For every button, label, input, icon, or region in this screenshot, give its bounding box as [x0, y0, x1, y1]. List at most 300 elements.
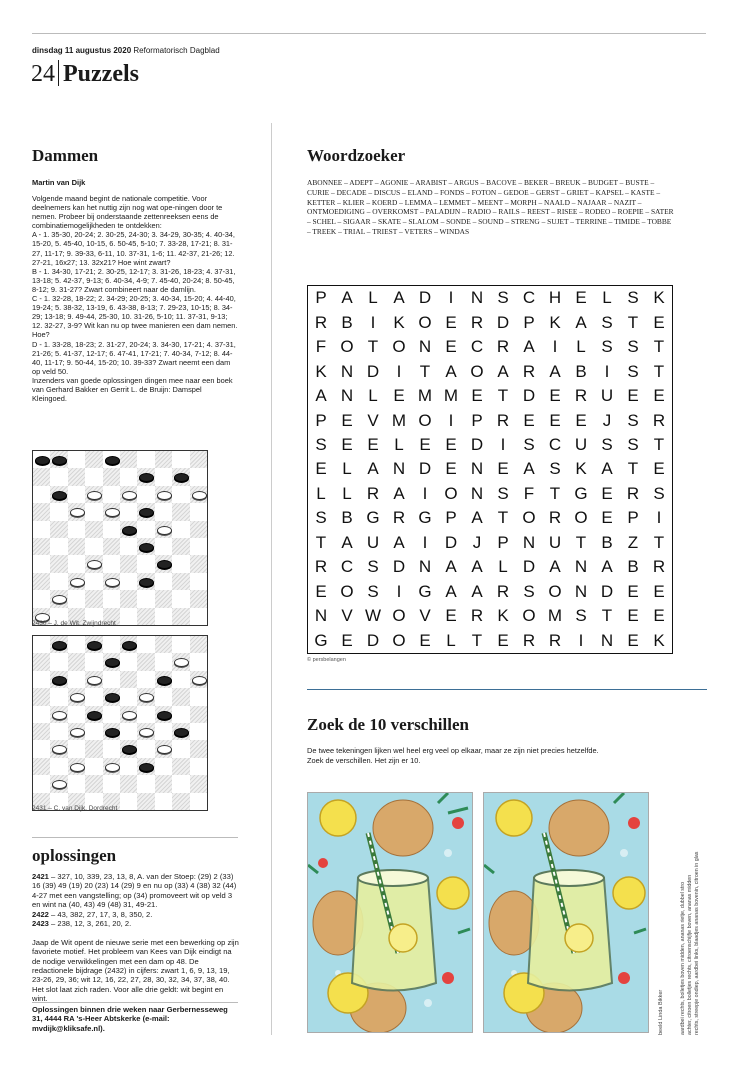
- board-square: [120, 503, 137, 520]
- board-square: [33, 723, 50, 740]
- board-square: [50, 590, 67, 607]
- grid-letter: L: [316, 483, 326, 503]
- board-square: [172, 653, 189, 670]
- grid-letter: R: [652, 410, 666, 430]
- board-square: [33, 503, 50, 520]
- grid-letter: E: [627, 606, 639, 626]
- grid-letter: I: [448, 410, 454, 430]
- lemonade-illustration: [308, 793, 472, 1032]
- grid-letter: A: [471, 581, 483, 601]
- grid-letter: T: [497, 386, 509, 406]
- white-piece: [52, 711, 67, 720]
- board-square: [33, 706, 50, 723]
- grid-letter: E: [445, 435, 457, 455]
- board-square: [155, 573, 172, 590]
- grid-letter: G: [366, 508, 380, 528]
- grid-letter: V: [341, 606, 353, 626]
- grid-letter: J: [602, 410, 612, 430]
- board-square: [120, 555, 137, 572]
- grid-letter: E: [575, 410, 587, 430]
- grid-letter: I: [396, 581, 402, 601]
- board-square: [120, 521, 137, 538]
- solution-2421-number: 2421: [32, 872, 49, 881]
- black-piece: [105, 728, 120, 737]
- grid-letter: C: [470, 337, 484, 357]
- grid-letter: Z: [627, 532, 639, 552]
- grid-letter: O: [392, 606, 406, 626]
- grid-letter: O: [574, 508, 588, 528]
- grid-letter: E: [445, 312, 457, 332]
- black-piece: [87, 641, 102, 650]
- grid-letter: R: [314, 312, 328, 332]
- black-piece: [52, 491, 67, 500]
- board-square: [103, 775, 120, 792]
- black-piece: [52, 641, 67, 650]
- column-divider: [271, 123, 272, 1035]
- grid-letter: O: [340, 337, 354, 357]
- board-square: [137, 671, 154, 688]
- board-square: [155, 636, 172, 653]
- grid-letter: E: [341, 630, 353, 650]
- board-square: [172, 468, 189, 485]
- grid-letter: T: [627, 459, 639, 479]
- board-square: [50, 521, 67, 538]
- board-square: [155, 538, 172, 555]
- grid-letter: P: [315, 410, 327, 430]
- white-piece: [87, 676, 102, 685]
- grid-letter: C: [522, 288, 536, 308]
- white-piece: [70, 578, 85, 587]
- white-piece: [70, 763, 85, 772]
- board-square: [190, 590, 207, 607]
- board-square: [172, 503, 189, 520]
- oplossingen-commentary: Jaap de Wit opent de nieuwe serie met een bewerking op zijn favoriete motief. Het probleem van Kees van Dijk eindigt na de nodige verwikkelingen met een dam op 48. De redactionele bijdrage (2432) in cijfers: zwart 1, 6, 9, 13, 19, 23-26, 29, 36; wit 12, 16, 22, 27, 28, 30, 32, 34, 37, 38, 40. Het slot laat zich raden. Voor alle drie geldt: wit begint en wint.: [32, 937, 239, 1004]
- board-square: [172, 451, 189, 468]
- board-square: [137, 573, 154, 590]
- grid-letter: D: [522, 386, 536, 406]
- grid-letter: I: [422, 483, 428, 503]
- black-piece: [52, 456, 67, 465]
- grid-letter: R: [496, 410, 510, 430]
- solution-2421: – 327, 10, 339, 23, 13, 8, A. van der Stoep: (29) 2 (33) 16 (39) 49 (19) 20 (23) 14 (29) 9 en nu op (33) 4 (38) 32 (44) 4-27 met een vangstelling; op (34) promoveert wit op veld 3 en wint na (40, 43) 49 (48) 31, 49-21.: [32, 872, 237, 910]
- board-square: [120, 775, 137, 792]
- board-square: [103, 538, 120, 555]
- board-square: [85, 521, 102, 538]
- board-square: [33, 671, 50, 688]
- grid-letter: S: [367, 581, 379, 601]
- section-title: Puzzels: [63, 61, 139, 87]
- grid-letter: D: [418, 288, 432, 308]
- board-square: [33, 521, 50, 538]
- verschillen-title: Zoek de 10 verschillen: [307, 715, 469, 734]
- board-square: [85, 671, 102, 688]
- board-square: [120, 573, 137, 590]
- grid-letter: A: [341, 288, 353, 308]
- black-piece: [52, 676, 67, 685]
- board-square: [155, 688, 172, 705]
- board-square: [190, 468, 207, 485]
- grid-letter: G: [418, 508, 432, 528]
- grid-letter: T: [497, 508, 509, 528]
- board-square: [155, 653, 172, 670]
- board-square: [172, 590, 189, 607]
- white-piece: [105, 763, 120, 772]
- black-piece: [139, 508, 154, 517]
- grid-letter: P: [627, 508, 639, 528]
- black-piece: [122, 526, 137, 535]
- grid-letter: R: [626, 483, 640, 503]
- grid-letter: K: [393, 312, 405, 332]
- board-square: [33, 486, 50, 503]
- grid-letter: A: [393, 288, 405, 308]
- grid-letter: A: [575, 312, 587, 332]
- board-square: [190, 793, 207, 810]
- grid-letter: R: [470, 606, 484, 626]
- board-square: [50, 486, 67, 503]
- board-square: [50, 740, 67, 757]
- board-square: [50, 706, 67, 723]
- board-square: [190, 573, 207, 590]
- grid-letter: T: [653, 361, 665, 381]
- grid-letter: R: [470, 312, 484, 332]
- grid-letter: M: [417, 386, 433, 406]
- grid-letter: E: [601, 483, 613, 503]
- dammen-body: Volgende maand begint de nationale competitie. Voor deelnemers kan het nuttig zijn nog wat ope-ningen door te nemen. Probeer bij onderstaande zettenreeksen eens de combinatiemogelijkheden te ontdekken: A - 1. 35-30, 20-24; 2. 30-25, 24-30; 3. 34-29, 30-35; 4. 40-34, 15-20, 5. 45-40, 10-15, 6. 50-45, 5-10; 7. 33-28, 17-21; 8. 31-27, 11-17; 9. 39-33, 6-11, 10. 37-31, 1-6; 11. 42-37, 21-26; 12. 27-21, 16x27; 13. 32x21? Hoe wint zwart? B - 1. 34-30, 17-21; 2. 30-25, 12-17; 3. 31-26, 18-23; 4. 37-31, 13-18; 5. 42-37, 9-13; 6. 40-34, 4-9; 7. 45-40, 20-24; 8. 50-45, 8-12; 9. 31-27? Zwart combineert naar de damlijn. C - 1. 32-28, 18-22; 2. 34-29; 20-25; 3. 40-34, 15-20; 4. 44-40, 19-24; 5. 38-32, 13-19, 6. 43-38, 8-13; 7. 29-23, 10-15; 8. 34-29; 13-18; 9. 49-44, 25-30, 10. 31-26, 5-10; 11. 37-31, 9-13; 12. 32-27, 3-9? Wit kan nu op twee manieren een dam nemen. Hoe? D - 1. 33-28, 18-23; 2. 31-27, 20-24; 3. 34-30, 17-21; 4. 37-31, 21-26; 5. 41-37, 12-17; 6. 47-41, 17-21; 7. 40-34, 7-12; 8. 44-40, 11-17; 9. 50-44, 15-20; 10. 39-33? Zwart neemt een dam op veld 50. Inzenders van goede oplossingen dingen mee naar een boek van Gerhard Bakker en Gerrit L. de Bruijn: Damspel Kleingoed.: [32, 194, 238, 404]
- board-square: [103, 468, 120, 485]
- white-piece: [87, 491, 102, 500]
- grid-letter: I: [552, 337, 558, 357]
- grid-letter: P: [497, 532, 509, 552]
- board-square: [85, 555, 102, 572]
- grid-letter: S: [653, 483, 665, 503]
- board-square: [190, 653, 207, 670]
- board-square: [68, 486, 85, 503]
- board-square: [155, 555, 172, 572]
- black-piece: [122, 641, 137, 650]
- board-square: [190, 503, 207, 520]
- board-square: [137, 468, 154, 485]
- board-square: [155, 723, 172, 740]
- grid-letter: L: [368, 386, 378, 406]
- board-square: [172, 671, 189, 688]
- board-square: [137, 503, 154, 520]
- board-square: [155, 671, 172, 688]
- grid-letter: R: [522, 630, 536, 650]
- board-square: [155, 758, 172, 775]
- black-piece: [35, 456, 50, 465]
- grid-letter: M: [391, 410, 407, 430]
- grid-letter: A: [445, 361, 457, 381]
- grid-letter: B: [575, 361, 587, 381]
- grid-letter: S: [575, 606, 587, 626]
- page-separator: [58, 60, 59, 86]
- board-square: [155, 793, 172, 810]
- grid-letter: N: [470, 459, 484, 479]
- board-square: [103, 723, 120, 740]
- board-square: [172, 775, 189, 792]
- board-square: [103, 758, 120, 775]
- grid-letter: A: [393, 483, 405, 503]
- board-square: [190, 636, 207, 653]
- board-square: [50, 468, 67, 485]
- board-square: [172, 636, 189, 653]
- board-square: [137, 590, 154, 607]
- grid-letter: T: [575, 532, 587, 552]
- drawing-right: [483, 792, 649, 1033]
- grid-letter: E: [393, 386, 405, 406]
- board-square: [155, 740, 172, 757]
- grid-letter: A: [601, 557, 613, 577]
- board-square: [190, 688, 207, 705]
- grid-letter: S: [601, 337, 613, 357]
- grid-letter: M: [547, 606, 563, 626]
- grid-letter: S: [627, 410, 639, 430]
- grid-letter: A: [315, 386, 327, 406]
- grid-letter: S: [549, 459, 561, 479]
- grid-letter: N: [574, 581, 588, 601]
- board-square: [172, 688, 189, 705]
- board-square: [50, 451, 67, 468]
- grid-letter: V: [367, 410, 379, 430]
- grid-letter: B: [341, 312, 353, 332]
- black-piece: [105, 456, 120, 465]
- grid-letter: K: [549, 312, 561, 332]
- paper-name: Reformatorisch Dagblad: [133, 46, 220, 55]
- grid-letter: R: [496, 581, 510, 601]
- grid-letter: N: [392, 459, 406, 479]
- board-square: [68, 653, 85, 670]
- board-square: [103, 671, 120, 688]
- board-square: [137, 538, 154, 555]
- black-piece: [157, 560, 172, 569]
- page-header: [31, 60, 139, 88]
- board-square: [68, 555, 85, 572]
- grid-letter: E: [471, 386, 483, 406]
- board-square: [155, 468, 172, 485]
- grid-letter: P: [315, 288, 327, 308]
- board-square: [172, 608, 189, 625]
- white-piece: [122, 711, 137, 720]
- grid-letter: E: [341, 435, 353, 455]
- grid-letter: T: [653, 532, 665, 552]
- grid-letter: N: [418, 337, 432, 357]
- white-piece: [105, 578, 120, 587]
- board-square: [172, 573, 189, 590]
- board-square: [190, 758, 207, 775]
- grid-letter: I: [396, 361, 402, 381]
- board-square: [155, 521, 172, 538]
- grid-letter: B: [627, 557, 639, 577]
- white-piece: [70, 728, 85, 737]
- board-square: [85, 503, 102, 520]
- board-square: [172, 538, 189, 555]
- solution-2422: – 43, 382, 27, 17, 3, 8, 350, 2.: [48, 909, 153, 919]
- grid-letter: O: [522, 508, 536, 528]
- grid-letter: I: [370, 312, 376, 332]
- grid-letter: I: [578, 630, 584, 650]
- board-square: [172, 793, 189, 810]
- grid-letter: C: [548, 435, 562, 455]
- board-square: [85, 723, 102, 740]
- grid-letter: U: [366, 532, 380, 552]
- board-square: [68, 538, 85, 555]
- grid-letter: T: [471, 630, 483, 650]
- grid-letter: S: [315, 435, 327, 455]
- board-square: [33, 740, 50, 757]
- board-square: [85, 740, 102, 757]
- grid-letter: E: [653, 459, 665, 479]
- black-piece: [105, 693, 120, 702]
- grid-letter: P: [471, 410, 483, 430]
- board-square: [85, 451, 102, 468]
- board-square: [50, 688, 67, 705]
- board-square: [68, 758, 85, 775]
- board-square: [68, 706, 85, 723]
- board-square: [50, 775, 67, 792]
- grid-letter: E: [445, 337, 457, 357]
- grid-letter: E: [497, 630, 509, 650]
- grid-letter: E: [653, 312, 665, 332]
- board-square: [190, 740, 207, 757]
- grid-letter: S: [367, 557, 379, 577]
- board-caption-2430: 2430 – J. de Wit, Zwijndrecht: [32, 620, 116, 627]
- grid-letter: S: [627, 435, 639, 455]
- board-square: [103, 573, 120, 590]
- board-square: [120, 758, 137, 775]
- grid-letter: E: [653, 386, 665, 406]
- grid-letter: N: [600, 630, 614, 650]
- grid-letter: P: [523, 312, 535, 332]
- grid-letter: A: [601, 459, 613, 479]
- grid-letter: D: [600, 581, 614, 601]
- grid-letter: T: [419, 361, 431, 381]
- grid-letter: E: [315, 581, 327, 601]
- grid-letter: L: [394, 435, 404, 455]
- grid-letter: O: [418, 410, 432, 430]
- grid-letter: N: [340, 361, 354, 381]
- grid-letter: F: [523, 483, 535, 503]
- grid-letter: T: [653, 435, 665, 455]
- white-piece: [70, 693, 85, 702]
- black-piece: [139, 543, 154, 552]
- white-piece: [122, 491, 137, 500]
- white-piece: [52, 780, 67, 789]
- board-square: [190, 486, 207, 503]
- grid-letter: R: [496, 337, 510, 357]
- grid-letter: O: [418, 312, 432, 332]
- page-number: 24: [31, 61, 55, 87]
- grid-letter: E: [653, 606, 665, 626]
- grid-letter: K: [653, 288, 665, 308]
- board-square: [190, 555, 207, 572]
- white-piece: [87, 560, 102, 569]
- oplossingen-address: Oplossingen binnen drie weken naar Gerbernesseweg 31, 4444 RA 's-Heer Abtskerke (e-mail: mvdijk@kliksafe.nl).: [32, 1005, 228, 1033]
- board-square: [85, 573, 102, 590]
- board-square: [120, 538, 137, 555]
- dateline: [32, 46, 220, 55]
- board-square: [50, 723, 67, 740]
- board-square: [172, 555, 189, 572]
- grid-letter: D: [522, 557, 536, 577]
- grid-letter: E: [549, 386, 561, 406]
- grid-letter: K: [497, 606, 509, 626]
- white-piece: [139, 728, 154, 737]
- board-square: [103, 503, 120, 520]
- board-square: [155, 706, 172, 723]
- grid-letter: G: [418, 581, 432, 601]
- board-square: [155, 590, 172, 607]
- grid-letter: N: [522, 532, 536, 552]
- board-square: [103, 555, 120, 572]
- black-piece: [174, 728, 189, 737]
- board-square: [50, 758, 67, 775]
- solution-2422-number: 2422: [32, 909, 49, 919]
- grid-letter: L: [342, 483, 352, 503]
- grid-letter: S: [627, 337, 639, 357]
- board-square: [68, 740, 85, 757]
- board-square: [137, 521, 154, 538]
- grid-letter: A: [393, 532, 405, 552]
- grid-letter: O: [392, 337, 406, 357]
- board-square: [137, 636, 154, 653]
- grid-letter: A: [471, 508, 483, 528]
- board-square: [33, 688, 50, 705]
- draughts-board-2430: [32, 450, 208, 626]
- grid-letter: L: [368, 288, 378, 308]
- board-square: [50, 653, 67, 670]
- white-piece: [157, 526, 172, 535]
- footer-rule: [32, 1002, 238, 1003]
- grid-letter: A: [341, 532, 353, 552]
- grid-letter: T: [653, 337, 665, 357]
- grid-letter: E: [445, 606, 457, 626]
- word-list: ABONNEE – ADEPT – AGONIE – ARABIST – ARGUS – BACOVE – BEKER – BREUK – BUDGET – BUSTE – CURIE – DECADE – DISCUS – ELAND – FONDS – FOTON – GEDOE – GERST – GRIET – KAPSEL – KASTE – KETTER – KLIER – KOERD – LEMMA – LEMMET – MEENT – MORPH – NAALD – NAJAAR – NAZIT – ONTMOEDIGING – OVERKOMST – PALADIJN – RADIO – RAILS – REEST – RISEE – RODEO – ROEPIE – SATER – SCHEL – SIGAAR – SKATE – SLALOM – SONDE – SOUND – STRENG – SUJET – TERRINE – TIMIDE – TOBBE – TREEK – TRIAL – TRIEST – VETERS – WINDAS: [307, 178, 674, 236]
- board-square: [103, 486, 120, 503]
- board-square: [68, 503, 85, 520]
- board-square: [137, 706, 154, 723]
- board-square: [190, 451, 207, 468]
- grid-letter: N: [574, 557, 588, 577]
- grid-letter: S: [523, 581, 535, 601]
- grid-letter: I: [422, 532, 428, 552]
- board-square: [137, 486, 154, 503]
- board-square: [68, 468, 85, 485]
- grid-letter: N: [340, 386, 354, 406]
- grid-letter: R: [366, 483, 380, 503]
- grid-letter: A: [549, 557, 561, 577]
- grid-letter: A: [523, 459, 535, 479]
- grid-letter: O: [444, 483, 458, 503]
- board-square: [120, 636, 137, 653]
- grid-letter: E: [627, 386, 639, 406]
- grid-letter: S: [601, 435, 613, 455]
- grid-letter: S: [497, 288, 509, 308]
- grid-letter: C: [340, 557, 354, 577]
- board-square: [120, 590, 137, 607]
- grid-letter: I: [604, 361, 610, 381]
- black-piece: [122, 745, 137, 754]
- draughts-board-2431: [32, 635, 208, 811]
- board-square: [190, 521, 207, 538]
- white-piece: [192, 491, 207, 500]
- grid-letter: T: [601, 606, 613, 626]
- grid-letter: R: [548, 508, 562, 528]
- board-square: [85, 468, 102, 485]
- grid-letter: G: [314, 630, 328, 650]
- white-piece: [157, 491, 172, 500]
- white-piece: [174, 658, 189, 667]
- verschillen-intro: De twee tekeningen lijken wel heel erg veel op elkaar, maar ze zijn niet precies hetzelfde. Zoek de verschillen. Het zijn er 10.: [307, 746, 599, 765]
